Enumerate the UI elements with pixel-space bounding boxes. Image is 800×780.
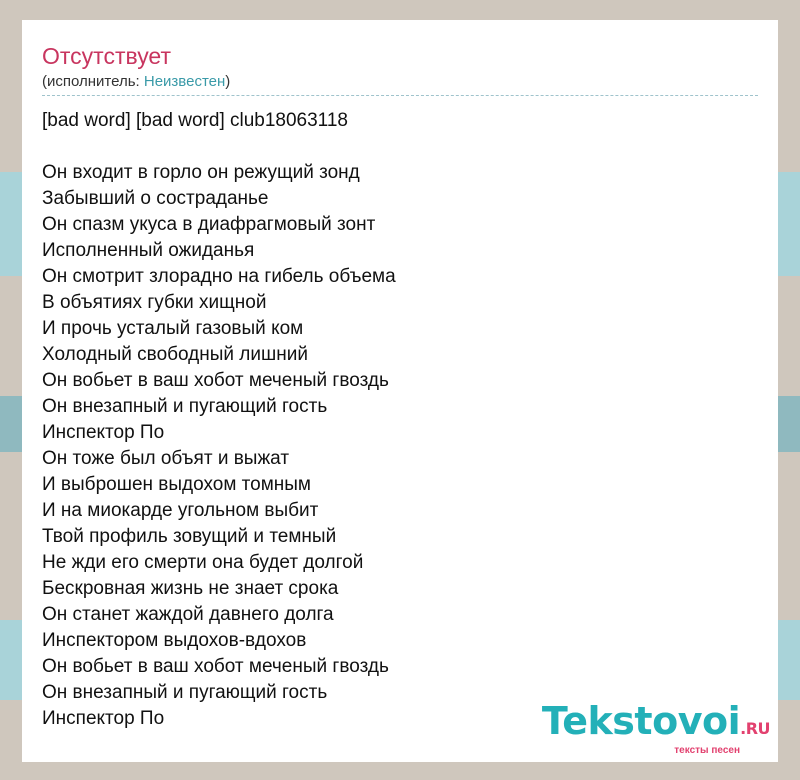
lyric-line: Инспектор По bbox=[42, 708, 165, 729]
song-title: Отсутствует bbox=[42, 43, 171, 69]
lyric-line: Инспектор По bbox=[42, 422, 165, 443]
lyric-line: Он входит в горло он режущий зонд bbox=[42, 162, 360, 183]
lyric-line: Он вобьет в ваш хобот меченый гвоздь bbox=[42, 656, 389, 677]
lyric-line: Он спазм укуса в диафрагмовый зонт bbox=[42, 214, 376, 235]
lyric-line: Исполненный ожиданья bbox=[42, 240, 255, 261]
lyric-line: Не жди его смерти она будет долгой bbox=[42, 552, 364, 573]
logo-name: Tekstovoi bbox=[541, 699, 741, 743]
lyric-line: Инспектором выдохов-вдохов bbox=[42, 630, 307, 651]
lyric-line: Он тоже был объят и выжат bbox=[42, 448, 290, 469]
lyric-line: Холодный свободный лишний bbox=[42, 344, 308, 365]
lyric-line: И выброшен выдохом томным bbox=[42, 474, 311, 495]
lyric-line: Он станет жаждой давнего долга bbox=[42, 604, 334, 625]
artist-line bbox=[42, 72, 758, 96]
lyric-line: Он вобьет в ваш хобот меченый гвоздь bbox=[42, 370, 389, 391]
lyric-line: Он внезапный и пугающий гость bbox=[42, 682, 328, 703]
lyric-line: Он смотрит злорадно на гибель объема bbox=[42, 266, 396, 287]
lyrics-card bbox=[22, 20, 778, 762]
logo-tagline: тексты песен bbox=[674, 745, 740, 756]
lyrics-text bbox=[42, 108, 758, 732]
artist-link[interactable]: Неизвестен bbox=[143, 73, 226, 90]
lyric-line: [bad word] [bad word] club18063118 bbox=[42, 110, 348, 131]
lyric-line: И на миокарде угольном выбит bbox=[42, 500, 319, 521]
artist-prefix: (исполнитель: bbox=[42, 73, 144, 90]
lyric-line: Забывший о состраданье bbox=[42, 188, 269, 209]
site-logo[interactable] bbox=[542, 701, 770, 756]
logo-tld: .RU bbox=[740, 719, 770, 738]
artist-suffix: ) bbox=[225, 73, 231, 90]
lyric-line: Он внезапный и пугающий гость bbox=[42, 396, 328, 417]
lyric-line: Твой профиль зовущий и темный bbox=[42, 526, 337, 547]
lyric-line bbox=[42, 134, 758, 160]
lyric-line: Бескровная жизнь не знает срока bbox=[42, 578, 339, 599]
logo-wordmark bbox=[542, 701, 770, 749]
lyric-line: В объятиях губки хищной bbox=[42, 292, 267, 313]
lyric-line: И прочь усталый газовый ком bbox=[42, 318, 304, 339]
